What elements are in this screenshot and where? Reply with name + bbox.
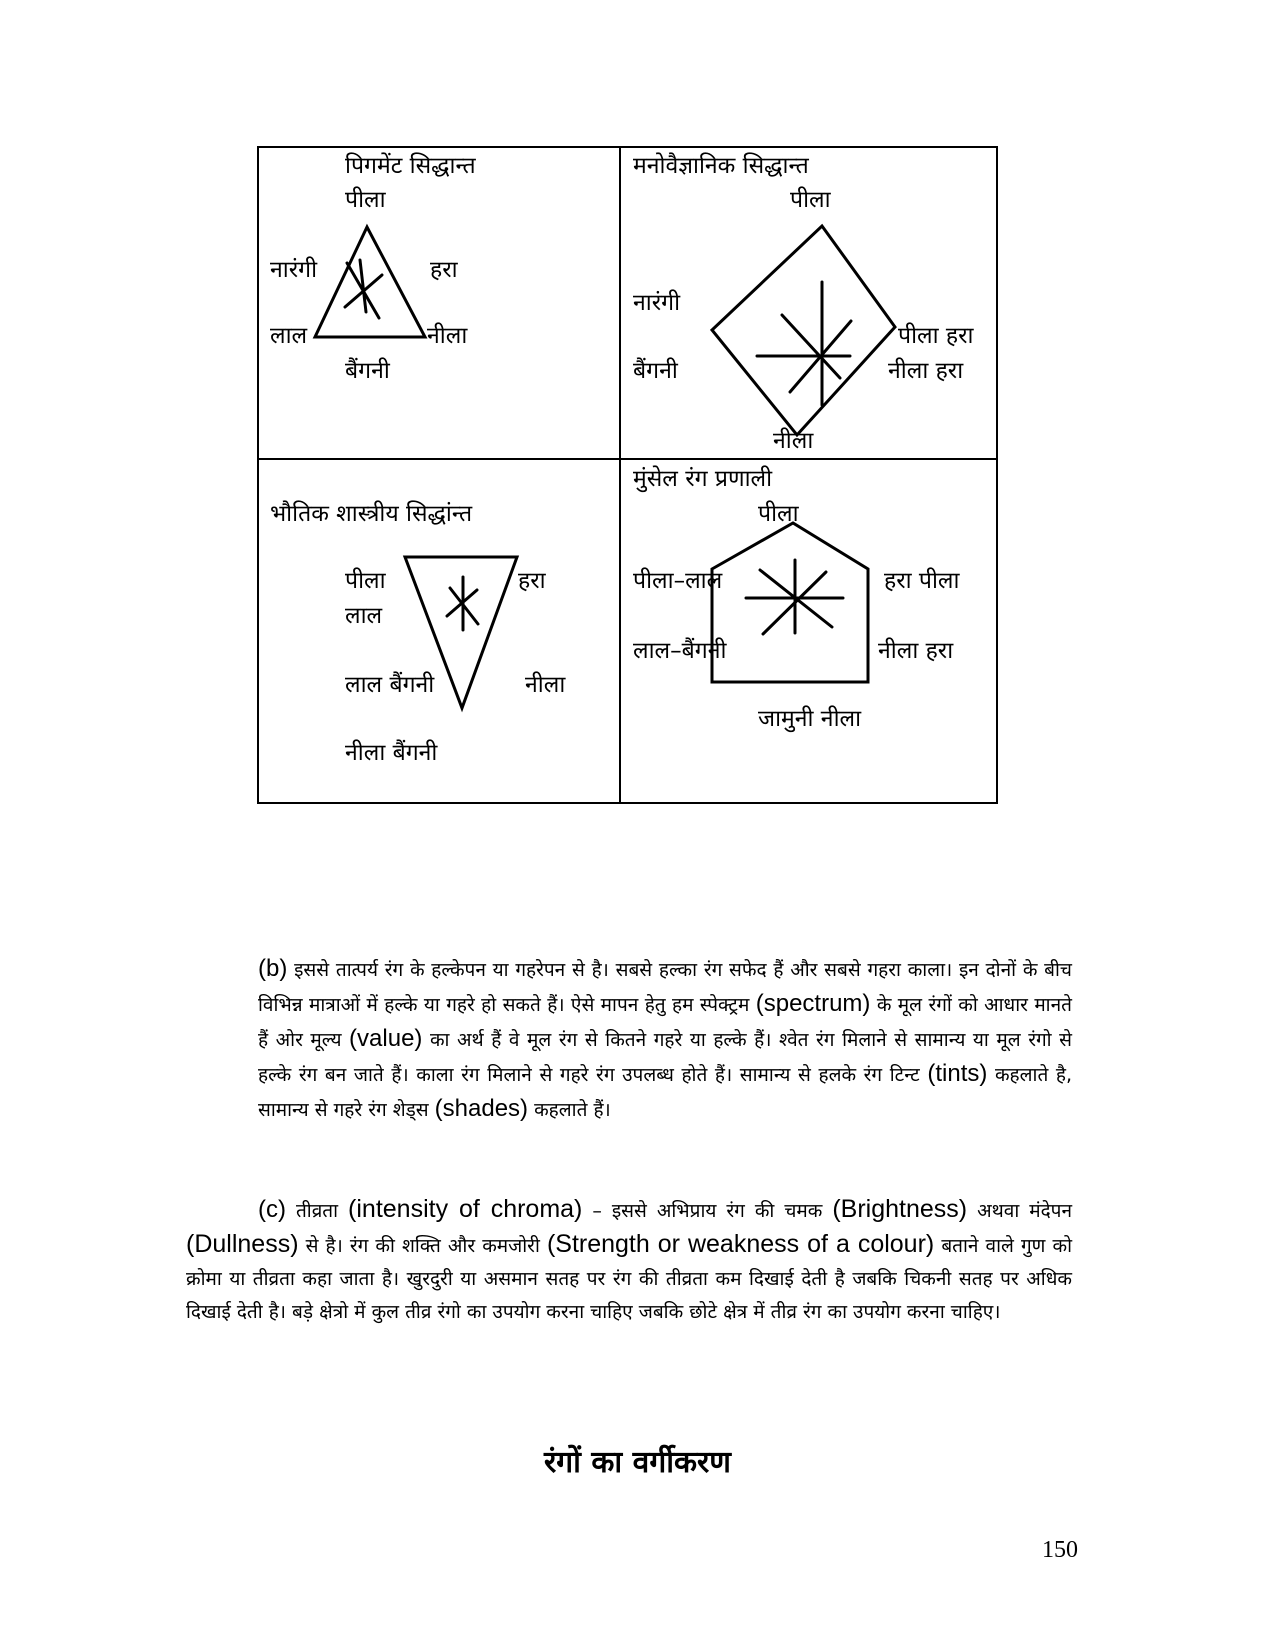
pigment-triangle <box>315 227 425 337</box>
munsell-left-upper-label: पीला–लाल <box>633 568 723 594</box>
pigment-right-upper-label: हरा <box>430 257 458 283</box>
physical-left-label-1: पीला <box>345 568 386 594</box>
physical-left-label-3: लाल बैंगनी <box>345 672 435 698</box>
para-b-text: कहलाते है, सामान्य से गहरे रंग शेड्स <box>258 1064 1072 1121</box>
physical-bottom-label: नीला बैंगनी <box>345 740 438 766</box>
psychological-left-lower-label: बैंगनी <box>633 358 678 384</box>
para-b-text: कहलाते हैं। <box>528 1099 611 1121</box>
para-c-term-strength: (Strength or weakness of a colour) <box>546 1230 935 1258</box>
para-b-text: का अर्थ हैं वे मूल रंग से कितने गहरे या हल्के हैं। श्वेत रंग मिलाने से सामान्य या मूल रंगो से हल्के रंग बन जाते हैं। काला रंग मिलाने से गहरे रंग उपलब्ध होते हैं। सामान्य से हलके रंग टिन्ट <box>258 1029 1072 1086</box>
para-c-marker: (c) <box>258 1196 286 1223</box>
para-c-text: से है। रंग की शक्ति और कमजोरी <box>298 1235 547 1257</box>
section-heading: रंगों का वर्गीकरण <box>544 1445 731 1480</box>
physical-right-label-1: हरा <box>518 568 546 594</box>
pigment-top-label: पीला <box>345 187 386 213</box>
psychological-bottom-label: नीला <box>773 428 814 454</box>
munsell-left-lower-label: लाल–बैंगनी <box>633 638 727 664</box>
para-c-term-intensity: (intensity of chroma) <box>348 1195 583 1223</box>
para-b-marker: (b) <box>258 955 288 982</box>
psychological-title: मनोवैज्ञानिक सिद्धान्त <box>633 153 809 179</box>
para-b-term-shades: (shades) <box>434 1095 529 1122</box>
physical-title: भौतिक शास्त्रीय सिद्धांन्त <box>270 501 473 527</box>
diagram-frame <box>258 147 997 803</box>
pigment-bottom-label: बैंगनी <box>345 358 390 384</box>
para-c-text: बताने वाले गुण को क्रोमा या तीव्रता कहा जाता है। खुरदुरी या असमान सतह पर रंग की तीव्रता कम दिखाई देती है जबकि चिकनी सतह पर अधिक दिखाई देती है। बड़े क्षेत्रो में कुल तीव्र रंगो का उपयोग करना चाहिए जबकि छोटे क्षेत्र में तीव्र रंग का उपयोग करना चाहिए। <box>186 1235 1072 1323</box>
pigment-title: पिगमेंट सिद्धान्त <box>345 153 476 179</box>
color-theory-diagram <box>0 0 1275 820</box>
physical-right-label-2: नीला <box>525 672 566 698</box>
pigment-left-upper-label: नारंगी <box>270 257 318 283</box>
para-b-term-spectrum: (spectrum) <box>755 990 871 1017</box>
para-c-term-dullness: (Dullness) <box>186 1230 299 1258</box>
para-c-term-brightness: (Brightness) <box>832 1195 968 1223</box>
paragraph-b <box>258 952 1072 1127</box>
para-b-term-value: (value) <box>349 1025 423 1052</box>
para-b-term-tints: (tints) <box>927 1060 988 1087</box>
para-c-text: तीव्रता <box>285 1200 349 1222</box>
para-c-text: अथवा मंदेपन <box>967 1200 1073 1222</box>
pigment-left-lower-label: लाल <box>270 323 308 349</box>
munsell-top-label: पीला <box>758 501 799 527</box>
munsell-pentagon <box>712 523 868 682</box>
munsell-bottom-label: जामुनी नीला <box>758 706 862 732</box>
munsell-title: मुंसेल रंग प्रणाली <box>633 466 773 492</box>
psychological-right-lower-label: नीला हरा <box>888 358 964 384</box>
physical-left-label-2: लाल <box>345 603 383 629</box>
para-b-text: के मूल रंगों को आधार मानते हैं ओर मूल्य <box>258 994 1072 1051</box>
psychological-right-upper-label: पीला हरा <box>898 323 974 349</box>
psychological-top-label: पीला <box>790 187 831 213</box>
psychological-left-upper-label: नारंगी <box>633 290 681 316</box>
munsell-right-lower-label: नीला हरा <box>878 638 954 664</box>
psychological-diamond <box>712 226 895 435</box>
paragraph-c <box>186 1193 1072 1329</box>
para-c-text: – इससे अभिप्राय रंग की चमक <box>582 1200 833 1222</box>
pigment-right-lower-label: नीला <box>427 323 468 349</box>
para-b-text: इससे तात्पर्य रंग के हल्केपन या गहरेपन से है। सबसे हल्का रंग सफेद हैं और सबसे गहरा काला। इन दोनों के बीच विभिन्न मात्राओं में हल्के या गहरे हो सकते हैं। ऐसे मापन हेतु हम स्पेक्ट्रम <box>258 959 1072 1016</box>
page-number: 150 <box>1042 1537 1078 1563</box>
munsell-right-upper-label: हरा पीला <box>884 568 960 594</box>
